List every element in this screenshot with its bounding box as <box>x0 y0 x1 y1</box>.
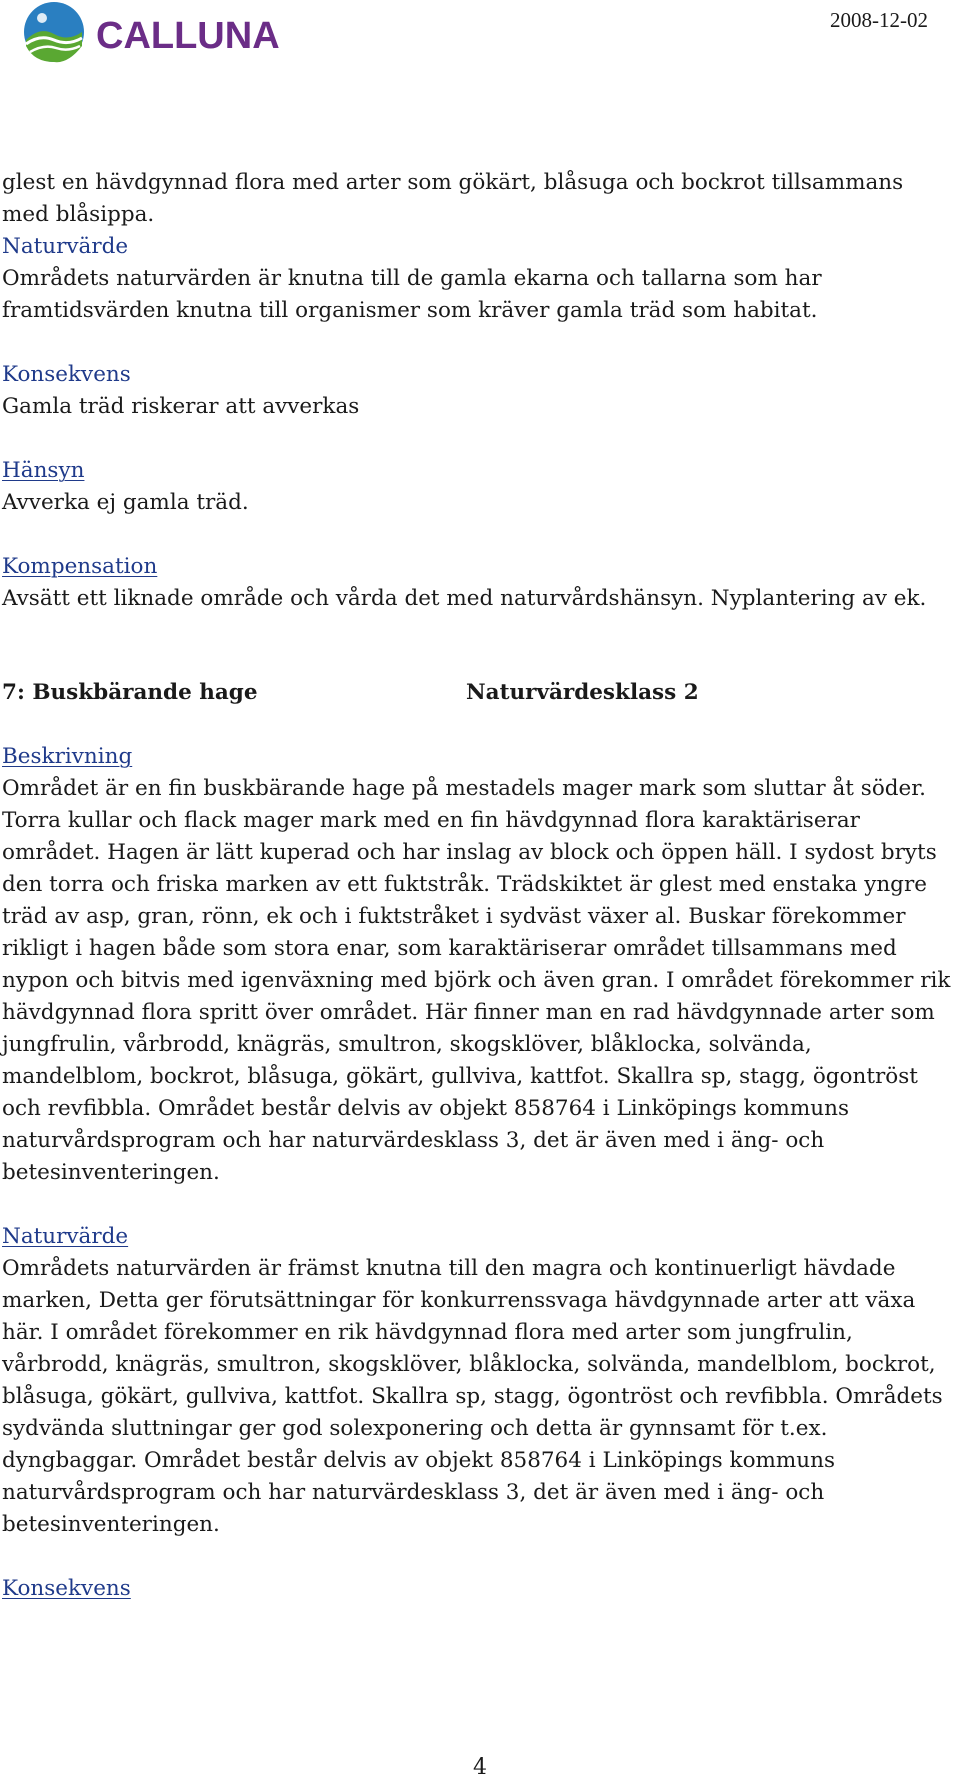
spacer <box>2 709 954 741</box>
page-number: 4 <box>473 1755 487 1780</box>
heading-naturvarde: Naturvärde <box>2 234 129 259</box>
page-header <box>0 0 960 80</box>
calluna-logo-mark <box>20 0 300 70</box>
heading-naturvarde-2: Naturvärde <box>2 1224 129 1249</box>
hansyn-paragraph: Avverka ej gamla träd. <box>2 490 249 515</box>
document-date: 2008-12-02 <box>830 8 928 32</box>
naturvarde-paragraph: Områdets naturvärden är knutna till de gamla ekarna och tallarna som har framtidsvärden knutna till organismer som kräver gamla träd som habitat. <box>2 266 822 323</box>
section-title: 7: Buskbärande hage <box>2 680 258 705</box>
heading-beskrivning: Beskrivning <box>2 744 133 769</box>
beskrivning-paragraph: Området är en fin buskbärande hage på mestadels mager mark som sluttar åt söder. Torra kullar och flack mager mark med en fin hävdgynnad flora karaktäriserar området. Hagen är lätt kuperad och har inslag av block och öppen häll. I sydost bryts den torra och friska marken av ett fuktstråk. Trädskiktet är glest med enstaka yngre träd av asp, gran, rönn, ek och i fuktstråket i sydväst växer al. Buskar förekommer rikligt i hagen både som stora enar, som karaktäriserar området tillsammans med nypon och bitvis med igenväxning med björk och även gran. I området förekommer rik hävdgynnad flora spritt över området. Här finner man en rad hävdgynnade arter som jungfrulin, vårbrodd, knägräs, smultron, skogsklöver, blåklocka, solvända, mandelblom, bockrot, blåsuga, gökärt, gullviva, kattfot. Skallra sp, stagg, ögontröst och revfibbla. Området består delvis av objekt 858764 i Linköpings kommuns naturvårdsprogram och har naturvärdesklass 3, det är även med i äng- och betesinventeringen. <box>2 776 951 1185</box>
calluna-logo <box>20 0 300 70</box>
section-title-row <box>2 677 954 709</box>
spacer <box>2 423 954 455</box>
document-body <box>2 167 954 1605</box>
naturvarde-paragraph-2: Områdets naturvärden är främst knutna till den magra och kontinuerligt hävdade marken, Detta ger förutsättningar för konkurrenssvaga hävdgynnade arter att växa här. I området förekommer en rik hävdgynnad flora med arter som jungfrulin, vårbrodd, knägräs, smultron, skogsklöver, blåklocka, solvända, mandelblom, bockrot, blåsuga, gökärt, gullviva, kattfot. Skallra sp, stagg, ögontröst och revfibbla. Områdets sydvända sluttningar ger god solexponering och detta är gynnsamt för t.ex. dyngbaggar. Området består delvis av objekt 858764 i Linköpings kommuns naturvårdsprogram och har naturvärdesklass 3, det är även med i äng- och betesinventeringen. <box>2 1256 943 1537</box>
konsekvens-paragraph: Gamla träd riskerar att avverkas <box>2 394 360 419</box>
intro-paragraph: glest en hävdgynnad flora med arter som gökärt, blåsuga och bockrot tillsammans med blåsippa. <box>2 170 904 227</box>
heading-hansyn: Hänsyn <box>2 458 85 483</box>
spacer <box>2 519 954 551</box>
heading-konsekvens-2: Konsekvens <box>2 1576 131 1601</box>
spacer <box>2 1541 954 1573</box>
logo-text: CALLUNA <box>96 15 280 57</box>
spacer <box>2 615 954 677</box>
spacer <box>2 1189 954 1221</box>
spacer <box>2 327 954 359</box>
naturvardesklass-label: Naturvärdesklass 2 <box>466 680 699 705</box>
heading-konsekvens: Konsekvens <box>2 362 131 387</box>
kompensation-paragraph: Avsätt ett liknade område och vårda det med naturvårdshänsyn. Nyplantering av ek. <box>2 586 927 611</box>
heading-kompensation: Kompensation <box>2 554 158 579</box>
